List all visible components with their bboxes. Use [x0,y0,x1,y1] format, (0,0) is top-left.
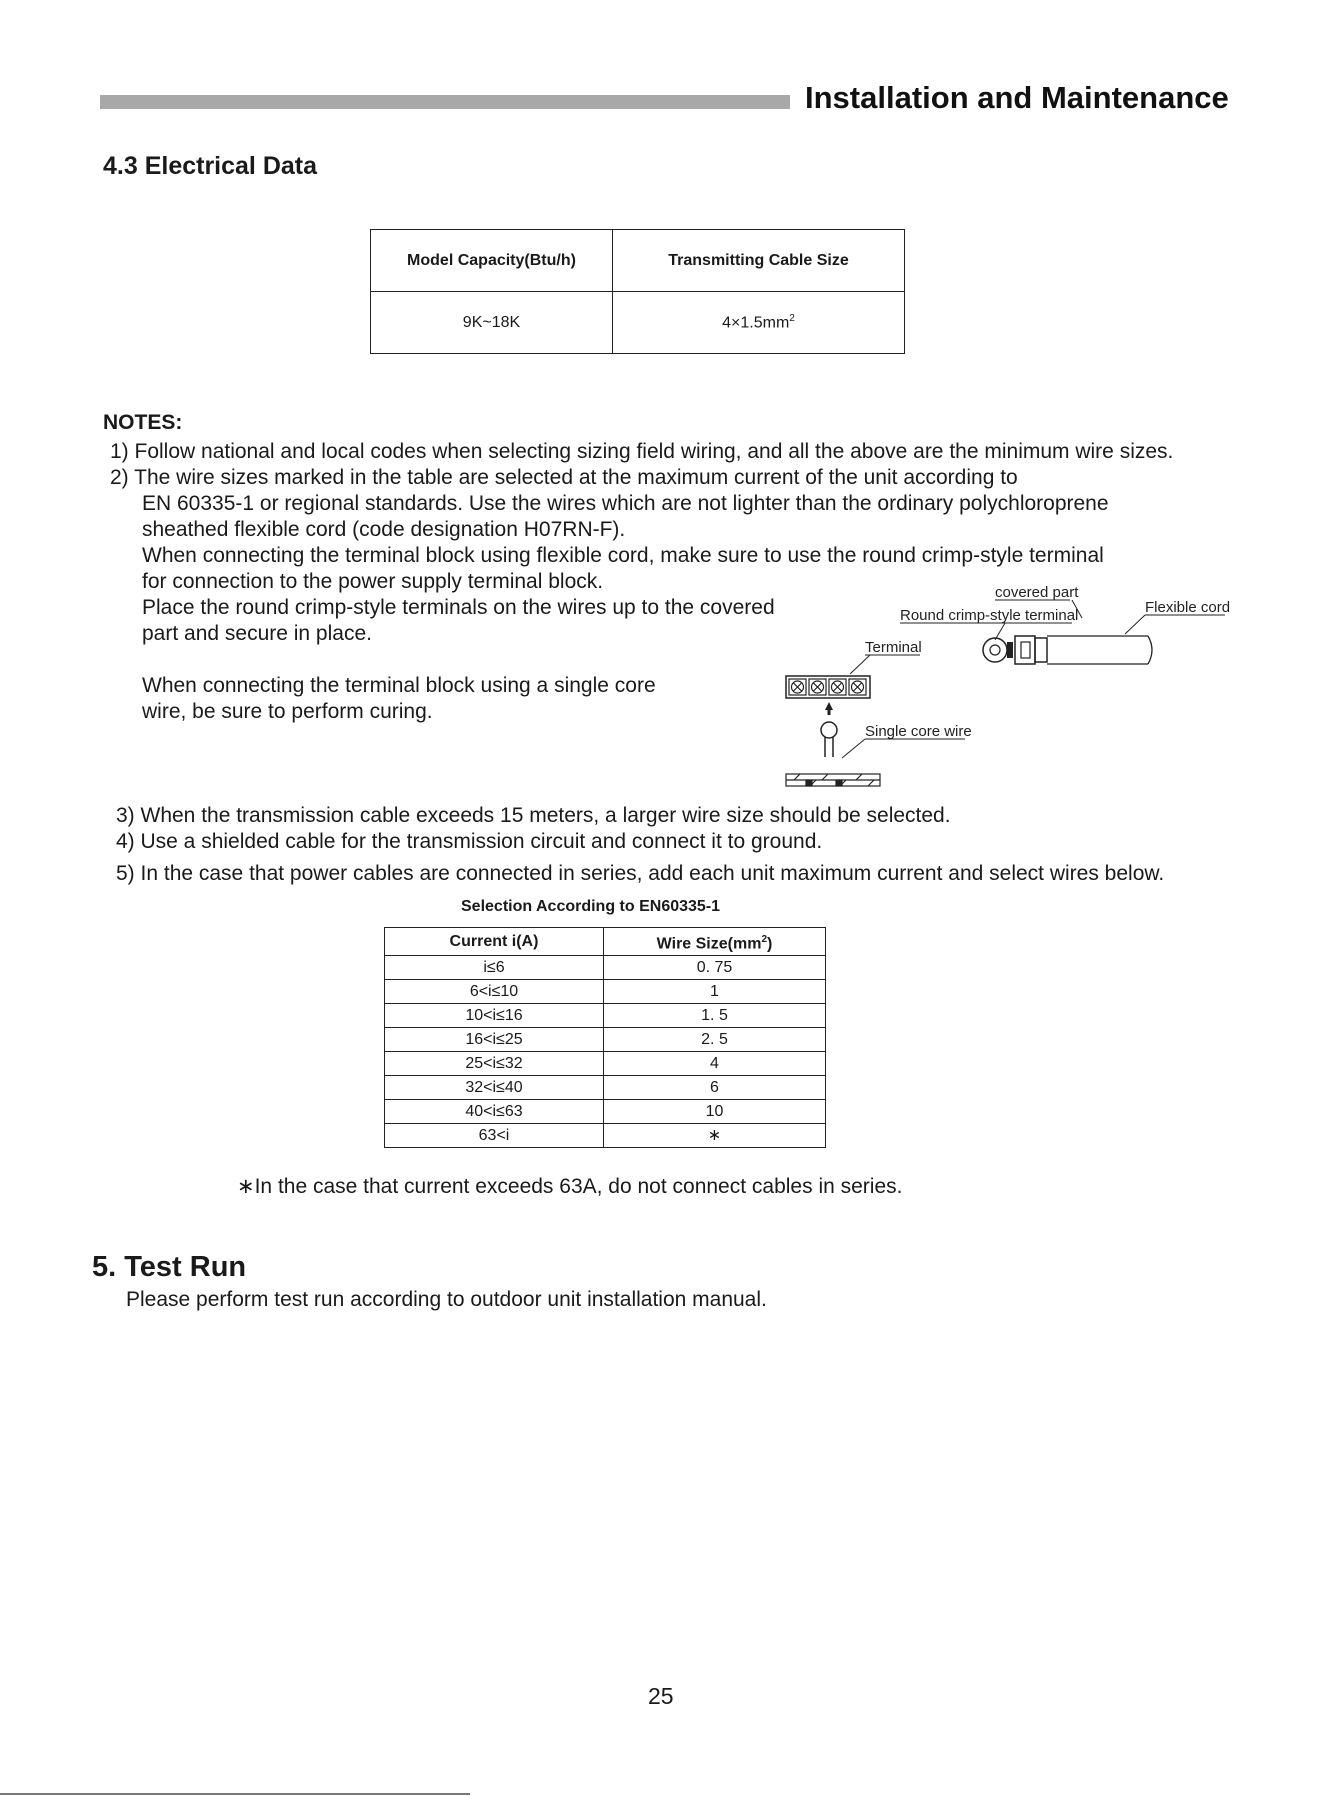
wire-size-header-close: ) [767,935,773,953]
capacity-cell: 9K~18K [371,292,613,354]
terminal-label: Terminal [865,639,922,656]
arrow-up-icon [825,702,833,715]
terminal-strip-icon [786,774,880,786]
column-header-capacity: Model Capacity(Btu/h) [371,230,613,292]
section-title: 5. Test Run [92,1251,247,1283]
wire-size-cell: 0. 75 [604,956,826,980]
footer-rule [0,1793,470,1795]
note-line: 5) In the case that power cables are connected in series, add each unit maximum current and select wires below. [116,862,1165,885]
leader-line [842,739,865,758]
crimp-terminal-label: Round crimp-style terminal [900,607,1079,624]
wire-selection-table [384,927,826,1148]
table-row [385,1076,826,1100]
wire-size-cell: ∗ [604,1124,826,1148]
note-line: 4) Use a shielded cable for the transmission circuit and connect it to ground. [116,830,823,853]
table-header-row [385,928,826,956]
wire-size-cell: 4 [604,1052,826,1076]
wire-size-cell: 10 [604,1100,826,1124]
section-body: Please perform test run according to outdoor unit installation manual. [126,1288,767,1311]
note-line: 2) The wire sizes marked in the table are selected at the maximum current of the unit according to [110,466,1018,489]
cable-size-cell [613,292,905,354]
current-cell: 16<i≤25 [385,1028,604,1052]
table-row [385,1100,826,1124]
table-row [385,1028,826,1052]
terminal-block-icon [786,676,870,698]
leader-line [850,655,870,674]
current-cell: 25<i≤32 [385,1052,604,1076]
table-row [385,1124,826,1148]
wire-size-cell: 2. 5 [604,1028,826,1052]
current-cell: 10<i≤16 [385,1004,604,1028]
column-header-wire-size [604,928,826,956]
table-header-row [371,230,905,292]
note-line: for connection to the power supply terminal block. [142,570,604,593]
table-row [371,292,905,354]
note-line: part and secure in place. [142,622,372,645]
flexible-cord-icon [1047,636,1152,664]
table-row [385,1004,826,1028]
current-cell: 32<i≤40 [385,1076,604,1100]
electrical-data-table [370,229,905,354]
table-row [385,980,826,1004]
page-number: 25 [648,1683,674,1709]
note-line: Place the round crimp-style terminals on the wires up to the covered [142,596,775,619]
single-core-label: Single core wire [865,723,972,740]
wire-size-cell: 1 [604,980,826,1004]
notes-title: NOTES: [103,411,183,434]
note-line: When connecting the terminal block using a single core [142,674,656,697]
single-core-wire-icon [821,722,837,757]
column-header-current: Current i(A) [385,928,604,956]
wiring-diagram [780,582,1240,794]
column-header-cable-size: Transmitting Cable Size [613,230,905,292]
current-cell: i≤6 [385,956,604,980]
section-title: 4.3 Electrical Data [103,152,318,180]
wire-size-header-text: Wire Size(mm [656,935,762,953]
current-cell: 40<i≤63 [385,1100,604,1124]
cable-size-value: 4×1.5mm [722,314,790,332]
covered-part-label: covered part [995,584,1079,601]
flexible-cord-label: Flexible cord [1145,599,1231,616]
leader-line [1125,615,1145,634]
table-row [385,956,826,980]
note-line: When connecting the terminal block using flexible cord, make sure to use the round crimp-style terminal [142,544,1104,567]
note-line: wire, be sure to perform curing. [142,700,433,723]
note-line: 3) When the transmission cable exceeds 15 meters, a larger wire size should be selected. [116,804,951,827]
note-line: EN 60335-1 or regional standards. Use the wires which are not lighter than the ordinary polychloroprene [142,492,1109,515]
wire-size-cell: 1. 5 [604,1004,826,1028]
cable-size-superscript: 2 [789,312,795,324]
note-line: 1) Follow national and local codes when selecting sizing field wiring, and all the above are the minimum wire sizes. [110,440,1174,463]
header-title: Installation and Maintenance [805,80,1229,115]
current-cell: 6<i≤10 [385,980,604,1004]
crimp-terminal-icon [983,636,1047,664]
selection-table-caption: Selection According to EN60335-1 [461,898,721,915]
table-row [385,1052,826,1076]
wire-size-header-superscript: 2 [761,934,767,945]
selection-footnote: ∗In the case that current exceeds 63A, do not connect cables in series. [237,1175,903,1198]
wire-size-cell: 6 [604,1076,826,1100]
header-rule [100,95,790,109]
current-cell: 63<i [385,1124,604,1148]
note-line: sheathed flexible cord (code designation H07RN-F). [142,518,626,541]
